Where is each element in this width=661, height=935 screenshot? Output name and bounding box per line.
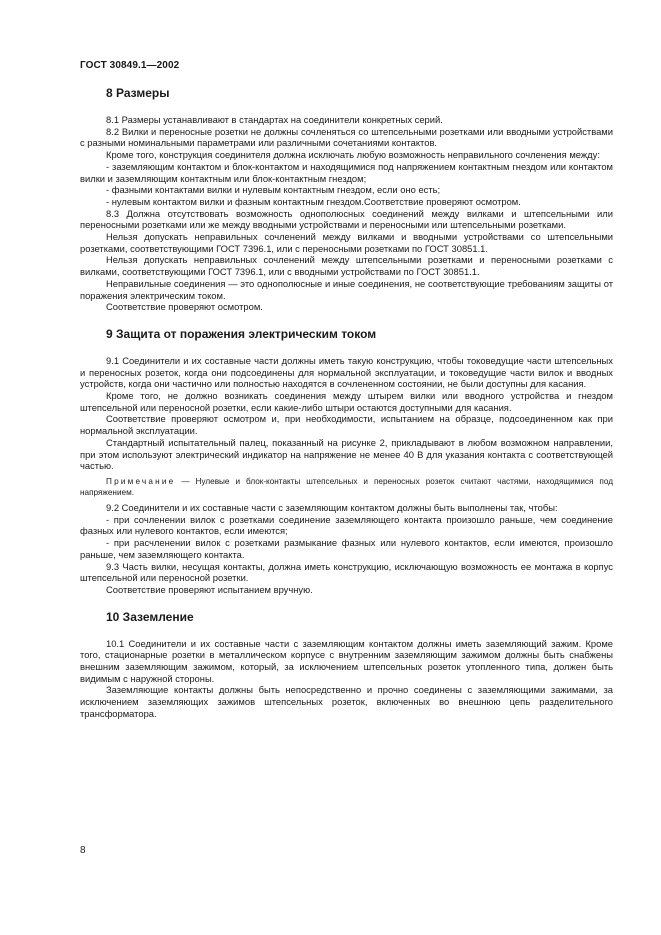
note xyxy=(80,476,613,498)
paragraph: Соответствие проверяют осмотром и, при необходимости, испытанием на образце, подсоединенном как при нормальной эксплуатации. xyxy=(80,413,613,437)
list-item: - нулевым контактом вилки и фазным контактным гнездом.Соответствие проверяют осмотром. xyxy=(106,195,521,207)
paragraph: Соответствие проверяют испытанием вручную. xyxy=(106,583,313,595)
paragraph: Нельзя допускать неправильных сочленений между вилками и вводными устройствами со штепсельными розетками, соответствующими ГОСТ 7396.1, или с переносными розетками по ГОСТ 30851.1. xyxy=(80,231,613,254)
paragraph: Кроме того, конструкция соединителя должна исключать любую возможность неправильного сочленения между: xyxy=(106,149,600,161)
standard-header: ГОСТ 30849.1—2002 xyxy=(80,60,180,71)
paragraph: 9.2 Соединители и их составные части с заземляющим контактом должны быть выполнены так, чтобы: xyxy=(106,501,558,513)
page-number: 8 xyxy=(80,845,86,856)
paragraph: Стандартный испытательный палец, показанный на рисунке 2, прикладывают в любом возможном направлении, при этом используют электрический индикатор на напряжение не менее 40 В для указания контакта с соответствующей частью. xyxy=(80,436,613,472)
page-content xyxy=(80,86,613,720)
paragraph: Неправильные соединения — это однополюсные и иные соединения, не соответствующие требованиям защиты от поражения электрическим током. xyxy=(80,277,613,301)
paragraph: Соответствие проверяют осмотром. xyxy=(106,301,263,313)
paragraph: Кроме того, не должно возникать соединения между штырем вилки или вводного устройства и гнездом штепсельной или переносной розетки, если какие-либо штыри остаются доступными для касания. xyxy=(80,390,613,413)
paragraph: 9.1 Соединители и их составные части должны иметь такую конструкцию, чтобы токоведущие части штепсельных и переносных розеток, когда они подсоединены для нормальной эксплуатации, и токоведущие части вилок и вводных устройств, когда они частично или полностью находятся в сочлененном состоянии, не были доступны для касания. xyxy=(80,354,613,390)
list-item: - при расчленении вилок с розетками размыкание фазных или нулевого контактов, если имеются, произошло раньше, чем заземляющего контакта. xyxy=(80,537,613,560)
paragraph: Заземляющие контакты должны быть непосредственно и прочно соединены с заземляющими зажимами, за исключением заземляющих зажимов штепсельных розеток, включенных во внешнюю цепь разделительного трансформатора. xyxy=(80,684,613,719)
paragraph: 8.1 Размеры устанавливают в стандартах на соединители конкретных серий. xyxy=(106,114,443,125)
paragraph: 9.3 Часть вилки, несущая контакты, должна иметь конструкцию, исключающую возможность ее монтажа в корпус штепсельной или переносной розетки. xyxy=(80,560,613,584)
paragraph: 8.2 Вилки и переносные розетки не должны сочленяться со штепсельными розетками или вводными устройствами с разными номинальными параметрами или различными сочетаниями контактов. xyxy=(80,125,613,149)
list-item: - заземляющим контактом и блок-контактом и находящимися под напряжением контактным гнездом или контактом вилки и заземляющим контактным или блок-контактным гнездом; xyxy=(80,160,613,184)
note-label: Примечание xyxy=(106,476,176,486)
section-9-heading: 9 Защита от поражения электрическим током xyxy=(106,326,377,341)
note-text: — Нулевые и блок-контакты штепсельных и переносных розеток считают частями, находящимися под напряжением. xyxy=(80,476,613,497)
list-item: - фазными контактами вилки и нулевым контактным гнездом, если оно есть; xyxy=(106,184,441,196)
section-8-heading: 8 Размеры xyxy=(106,86,170,100)
paragraph: Нельзя допускать неправильных сочленений между штепсельными розетками и переносными розетками с вилками, соответствующими ГОСТ 7396.1, или с вводными устройствами по ГОСТ 30851.1. xyxy=(80,254,613,278)
paragraph: 10.1 Соединители и их составные части с заземляющим контактом должны иметь заземляющий зажим. Кроме того, стационарные розетки в металлическом корпусе с внутренним заземляющим зажимом должны быть снабжены внешним заземляющим зажимом, который, за исключением штепсельных розеток утопленного типа, должен быть видимым с наружной стороны. xyxy=(80,637,613,684)
list-item: - при сочленении вилок с розетками соединение заземляющего контакта произошло раньше, чем соединение фазных или нулевого контактов, если имеются; xyxy=(80,513,613,537)
section-10-heading: 10 Заземление xyxy=(106,609,194,624)
paragraph: 8.3 Должна отсутствовать возможность однополюсных соединений между вилками и штепсельными или переносными розетками или же между вводными устройствами и переносными или штепсельными розетками. xyxy=(80,207,613,231)
